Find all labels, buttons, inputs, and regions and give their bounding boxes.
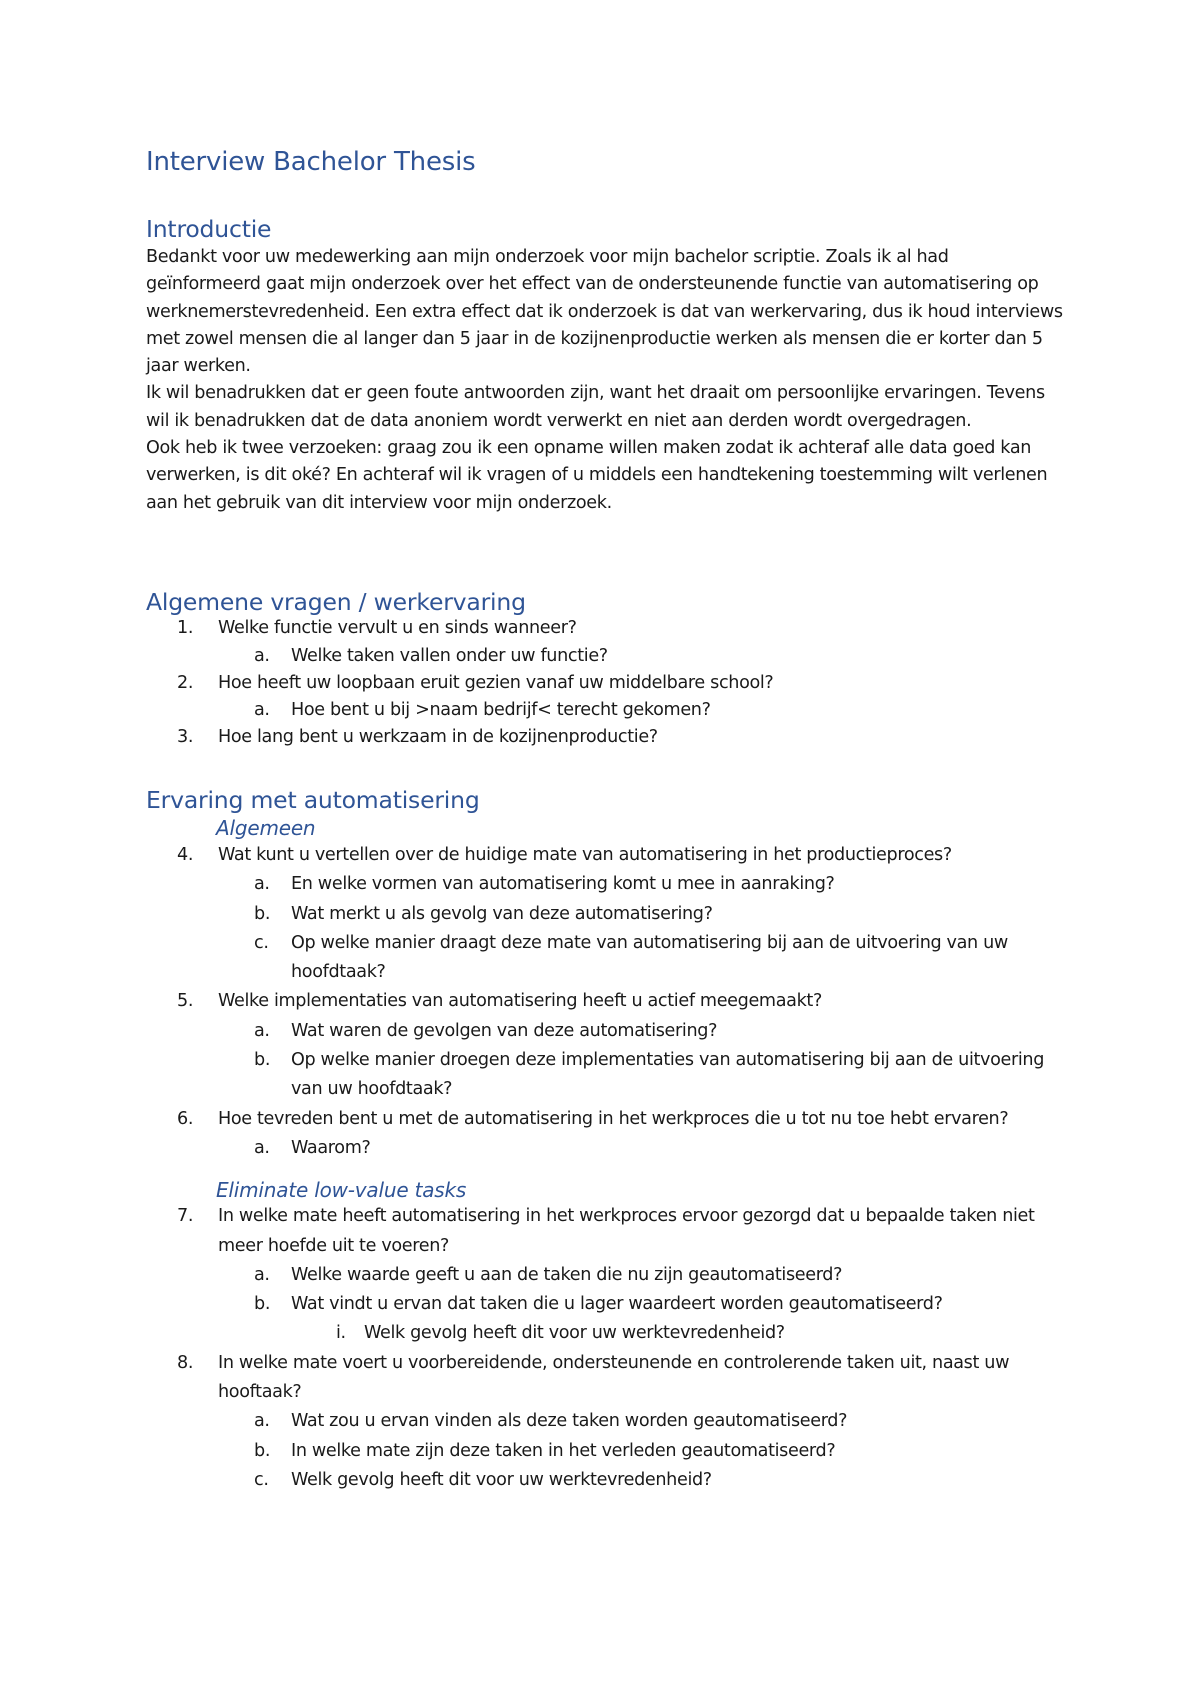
question-text: In welke mate voert u voorbereidende, ondersteunende en controlerende taken uit, naast uw hooftaak? xyxy=(218,1352,1010,1403)
subheading-eliminate-low-value-tasks: Eliminate low-value tasks xyxy=(216,1178,467,1203)
section-introductie xyxy=(146,213,1066,517)
sub-question xyxy=(146,643,1066,670)
question-8 xyxy=(146,1349,1066,1408)
sub-question-letter: a. xyxy=(254,1411,270,1432)
question-number: 3. xyxy=(177,727,194,748)
section-algemene-vragen xyxy=(146,586,1066,751)
intro-paragraph: Ook heb ik twee verzoeken: graag zou ik een opname willen maken zodat ik achteraf alle data goed kan verwerken, is dit oké? En achteraf wil ik vragen of u middels een handtekening toestemming wilt verlenen aan het gebruik van dit interview voor mijn onderzoek. xyxy=(146,438,1048,513)
question-text: Hoe lang bent u werkzaam in de kozijnenproductie? xyxy=(218,727,658,748)
sub-question-letter: b. xyxy=(254,903,271,924)
sub-sub-question-numeral: i. xyxy=(336,1323,346,1344)
section-ervaring xyxy=(146,784,1066,1495)
sub-question xyxy=(146,1290,1066,1319)
question-2 xyxy=(146,670,1066,697)
sub-question-text: Welke waarde geeft u aan de taken die nu zijn geautomatiseerd? xyxy=(291,1264,843,1285)
sub-question-letter: c. xyxy=(254,932,269,953)
question-number: 5. xyxy=(177,991,194,1012)
question-number: 2. xyxy=(177,673,194,694)
sub-question xyxy=(146,1261,1066,1290)
question-number: 7. xyxy=(177,1206,194,1227)
sub-question-text: Wat merkt u als gevolg van deze automatisering? xyxy=(291,903,713,924)
sub-question-letter: a. xyxy=(254,1264,270,1285)
question-list xyxy=(146,1202,1066,1495)
question-6 xyxy=(146,1105,1066,1134)
sub-question-text: Waarom? xyxy=(291,1137,371,1158)
question-text: Hoe tevreden bent u met de automatisering in het werkproces die u tot nu toe hebt ervaren? xyxy=(218,1108,1009,1129)
subheading-algemeen: Algemeen xyxy=(216,816,316,840)
sub-question xyxy=(146,1437,1066,1466)
heading-ervaring-automatisering: Ervaring met automatisering xyxy=(146,786,480,814)
sub-question-letter: b. xyxy=(254,1294,271,1315)
sub-sub-question xyxy=(146,1319,1066,1348)
question-text: Wat kunt u vertellen over de huidige mate van automatisering in het productieproces? xyxy=(218,845,952,865)
question-5 xyxy=(146,987,1066,1016)
sub-question-text: Wat waren de gevolgen van deze automatisering? xyxy=(291,1020,718,1041)
intro-paragraph: Bedankt voor uw medewerking aan mijn onderzoek voor mijn bachelor scriptie. Zoals ik al had geïnformeerd gaat mijn onderzoek over het effect van de ondersteunende functie van automatisering op werknemerstevredenheid. Een extra effect dat ik onderzoek is dat van werkervaring, dus ik houd interviews met zowel mensen die al langer dan 5 jaar in de kozijnenproductie werken als mensen die er korter dan 5 jaar werken. xyxy=(146,247,1063,377)
sub-question xyxy=(146,697,1066,724)
sub-question xyxy=(146,1017,1066,1046)
sub-question xyxy=(146,929,1066,988)
question-text: In welke mate heeft automatisering in het werkproces ervoor gezorgd dat u bepaalde taken niet meer hoefde uit te voeren? xyxy=(218,1206,1035,1256)
sub-question-text: Op welke manier draagt deze mate van automatisering bij aan de uitvoering van uw hoofdtaak? xyxy=(291,932,1008,983)
question-number: 6. xyxy=(177,1108,194,1129)
question-number: 8. xyxy=(177,1352,194,1373)
document-title: Interview Bachelor Thesis xyxy=(146,147,476,177)
question-1 xyxy=(146,614,1066,643)
sub-question xyxy=(146,1466,1066,1495)
question-text: Hoe heeft uw loopbaan eruit gezien vanaf uw middelbare school? xyxy=(218,673,774,694)
sub-question xyxy=(146,1407,1066,1436)
sub-question-letter: b. xyxy=(254,1050,271,1071)
sub-question-text: In welke mate zijn deze taken in het verleden geautomatiseerd? xyxy=(291,1440,836,1461)
sub-question xyxy=(146,870,1066,899)
sub-question-letter: c. xyxy=(254,1469,269,1490)
sub-question-text: Wat zou u ervan vinden als deze taken worden geautomatiseerd? xyxy=(291,1411,848,1432)
question-list xyxy=(146,841,1066,1163)
heading-algemene-vragen: Algemene vragen / werkervaring xyxy=(146,588,526,616)
sub-question-text: Wat vindt u ervan dat taken die u lager waardeert worden geautomatiseerd? xyxy=(291,1294,943,1315)
sub-question xyxy=(146,900,1066,929)
question-7 xyxy=(146,1202,1066,1261)
sub-question-text: En welke vormen van automatisering komt u mee in aanraking? xyxy=(291,874,835,895)
sub-question-text: Op welke manier droegen deze implementaties van automatisering bij aan de uitvoering van uw hoofdtaak? xyxy=(291,1050,1045,1100)
intro-text xyxy=(146,244,1066,517)
sub-question-letter: a. xyxy=(254,1020,270,1041)
sub-question xyxy=(146,1134,1066,1163)
question-text: Welke functie vervult u en sinds wanneer? xyxy=(218,618,577,638)
heading-introductie: Introductie xyxy=(146,215,272,243)
sub-question-letter: a. xyxy=(254,646,270,667)
question-text: Welke implementaties van automatisering heeft u actief meegemaakt? xyxy=(218,991,822,1012)
sub-question-text: Welk gevolg heeft dit voor uw werktevredenheid? xyxy=(291,1469,712,1490)
sub-question-text: Welke taken vallen onder uw functie? xyxy=(291,646,608,667)
question-number: 4. xyxy=(177,845,194,865)
intro-paragraph: Ik wil benadrukken dat er geen foute antwoorden zijn, want het draait om persoonlijke ervaringen. Tevens wil ik benadrukken dat de data anoniem wordt verwerkt en niet aan derden wordt overgedragen. xyxy=(146,383,1045,431)
sub-question-letter: a. xyxy=(254,700,270,721)
sub-sub-question-text: Welk gevolg heeft dit voor uw werktevredenheid? xyxy=(364,1323,785,1344)
sub-question-text: Hoe bent u bij >naam bedrijf< terecht gekomen? xyxy=(291,700,711,721)
question-number: 1. xyxy=(177,618,194,638)
sub-question-letter: a. xyxy=(254,874,270,895)
sub-question xyxy=(146,1046,1066,1105)
sub-question-letter: a. xyxy=(254,1137,270,1158)
question-4 xyxy=(146,841,1066,870)
question-3 xyxy=(146,724,1066,751)
question-list xyxy=(146,614,1066,751)
sub-question-letter: b. xyxy=(254,1440,271,1461)
